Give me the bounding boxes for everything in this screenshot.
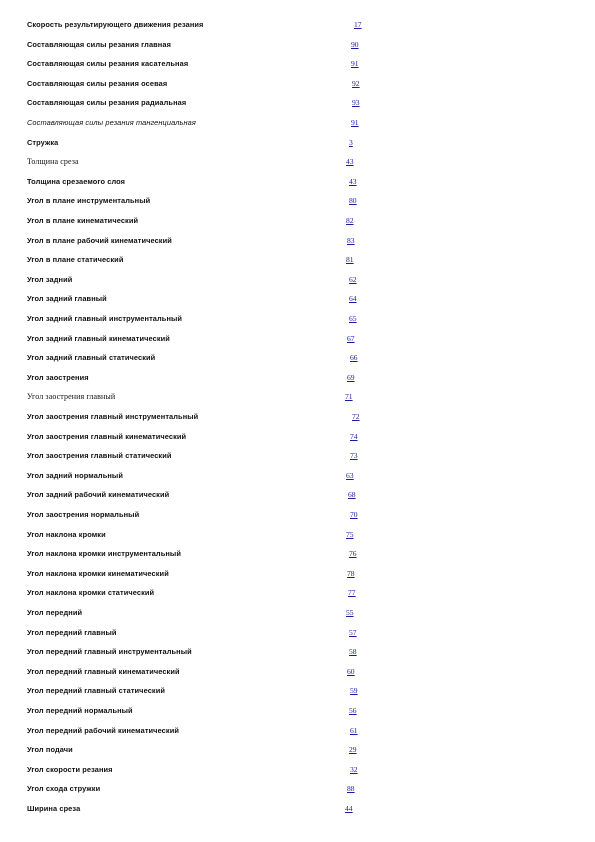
page-number-link[interactable]: 77 bbox=[348, 588, 356, 598]
index-entry bbox=[0, 332, 595, 346]
page-number-link[interactable]: 44 bbox=[345, 804, 353, 813]
index-term: Стружка bbox=[27, 137, 59, 147]
index-term: Угол передний bbox=[27, 608, 83, 617]
index-entry bbox=[0, 234, 595, 248]
page-number-link[interactable]: 56 bbox=[349, 706, 357, 715]
index-entry bbox=[0, 253, 595, 267]
index-term: Составляющая силы резания тангенциальная bbox=[27, 118, 196, 127]
index-entry bbox=[0, 645, 595, 659]
page-number-link[interactable]: 65 bbox=[349, 314, 357, 323]
index-entry bbox=[0, 390, 595, 404]
page-number-link[interactable]: 32 bbox=[350, 764, 358, 774]
index-term: Угол заострения главный кинематический bbox=[27, 431, 187, 441]
index-term: Угол задний рабочий кинематический bbox=[27, 490, 170, 500]
index-entry bbox=[0, 292, 595, 306]
page-number-link[interactable]: 71 bbox=[345, 392, 353, 402]
index-term: Угол схода стружки bbox=[27, 784, 101, 794]
index-entry bbox=[0, 175, 595, 189]
index-term: Угол передний главный кинематический bbox=[27, 666, 180, 676]
index-entry bbox=[0, 96, 595, 110]
index-entry bbox=[0, 508, 595, 522]
page-number-link[interactable]: 29 bbox=[349, 745, 357, 755]
index-term: Угол наклона кромки инструментальный bbox=[27, 549, 181, 559]
index-term: Составляющая силы резания осевая bbox=[27, 78, 168, 88]
page-number-link[interactable]: 67 bbox=[347, 333, 355, 343]
index-term: Угол в плане статический bbox=[27, 255, 124, 265]
page-number-link[interactable]: 72 bbox=[352, 412, 360, 421]
index-term: Ширина среза bbox=[27, 804, 81, 813]
index-term: Угол задний bbox=[27, 274, 73, 284]
index-term: Угол в плане рабочий кинематический bbox=[27, 235, 172, 245]
index-entry bbox=[0, 116, 595, 130]
index-entry bbox=[0, 18, 595, 32]
page-number-link[interactable]: 92 bbox=[352, 78, 360, 88]
index-term: Угол задний главный статический bbox=[27, 353, 156, 363]
page-number-link[interactable]: 55 bbox=[346, 608, 354, 617]
page-number-link[interactable]: 83 bbox=[347, 235, 355, 245]
index-entry bbox=[0, 724, 595, 738]
index-term: Угол скорости резания bbox=[27, 764, 113, 774]
index-term: Угол передний главный статический bbox=[27, 686, 165, 696]
page-number-link[interactable]: 43 bbox=[346, 157, 354, 167]
index-term: Угол заострения главный статический bbox=[27, 451, 172, 461]
index-term: Угол наклона кромки bbox=[27, 529, 106, 539]
index-entry bbox=[0, 802, 595, 816]
index-term: Составляющая силы резания главная bbox=[27, 39, 171, 49]
page-number-link[interactable]: 62 bbox=[349, 274, 357, 284]
index-term: Угол наклона кромки кинематический bbox=[27, 568, 169, 578]
index-entry bbox=[0, 449, 595, 463]
index-entry bbox=[0, 194, 595, 208]
page-number-link[interactable]: 69 bbox=[347, 372, 355, 382]
page-number-link[interactable]: 82 bbox=[346, 216, 354, 225]
index-entry bbox=[0, 155, 595, 169]
index-entry bbox=[0, 743, 595, 757]
index-term: Угол заострения bbox=[27, 372, 89, 382]
page-number-link[interactable]: 3 bbox=[349, 137, 353, 147]
page-number-link[interactable]: 64 bbox=[349, 294, 357, 304]
page-number-link[interactable]: 78 bbox=[347, 568, 355, 578]
index-entry bbox=[0, 586, 595, 600]
page-number-link[interactable]: 17 bbox=[354, 20, 362, 29]
index-term: Составляющая силы резания касательная bbox=[27, 59, 189, 69]
page-number-link[interactable]: 43 bbox=[349, 176, 357, 186]
index-term: Угол передний рабочий кинематический bbox=[27, 725, 179, 735]
index-term: Угол заострения главный инструментальный bbox=[27, 412, 199, 421]
index-term: Угол наклона кромки статический bbox=[27, 588, 155, 598]
index-term: Угол в плане кинематический bbox=[27, 216, 139, 225]
index-term: Угол заострения главный bbox=[27, 392, 116, 402]
index-entry bbox=[0, 763, 595, 777]
index-entry bbox=[0, 665, 595, 679]
page-number-link[interactable]: 70 bbox=[350, 510, 358, 519]
index-term: Толщина срезаемого слоя bbox=[27, 176, 126, 186]
page-number-link[interactable]: 73 bbox=[350, 451, 358, 461]
index-term: Угол заострения нормальный bbox=[27, 510, 140, 519]
index-entry bbox=[0, 410, 595, 424]
page-number-link[interactable]: 75 bbox=[346, 529, 354, 539]
index-entry bbox=[0, 273, 595, 287]
index-term: Угол в плане инструментальный bbox=[27, 196, 151, 206]
page-number-link[interactable]: 59 bbox=[350, 686, 358, 696]
index-entry bbox=[0, 547, 595, 561]
page-number-link[interactable]: 88 bbox=[347, 784, 355, 794]
index-entry bbox=[0, 351, 595, 365]
page-number-link[interactable]: 57 bbox=[349, 627, 357, 637]
index-term: Угол задний нормальный bbox=[27, 470, 123, 480]
page-number-link[interactable]: 91 bbox=[351, 59, 359, 69]
page-number-link[interactable]: 91 bbox=[351, 118, 359, 127]
page-number-link[interactable]: 66 bbox=[350, 353, 358, 363]
index-entry bbox=[0, 57, 595, 71]
index-entry bbox=[0, 77, 595, 91]
index-term: Угол передний нормальный bbox=[27, 706, 133, 715]
index-term: Толщина среза bbox=[27, 157, 79, 167]
page-number-link[interactable]: 60 bbox=[347, 666, 355, 676]
index-term: Угол передний главный bbox=[27, 627, 117, 637]
page-number-link[interactable]: 61 bbox=[350, 725, 358, 735]
index-entry bbox=[0, 626, 595, 640]
index-entry bbox=[0, 684, 595, 698]
page-number-link[interactable]: 68 bbox=[348, 490, 356, 500]
index-term: Угол задний главный bbox=[27, 294, 107, 304]
index-entry bbox=[0, 528, 595, 542]
page-number-link[interactable]: 93 bbox=[352, 98, 360, 108]
index-entry bbox=[0, 567, 595, 581]
index-entry bbox=[0, 312, 595, 326]
index-entry bbox=[0, 704, 595, 718]
index-term: Угол подачи bbox=[27, 745, 73, 755]
index-entry bbox=[0, 136, 595, 150]
page-number-link[interactable]: 90 bbox=[351, 39, 359, 49]
index-entry bbox=[0, 430, 595, 444]
page-number-link[interactable]: 58 bbox=[349, 647, 357, 657]
index-term: Составляющая силы резания радиальная bbox=[27, 98, 187, 108]
page-number-link[interactable]: 76 bbox=[349, 549, 357, 559]
index-entry bbox=[0, 371, 595, 385]
page-number-link[interactable]: 80 bbox=[349, 196, 357, 206]
page-number-link[interactable]: 81 bbox=[346, 255, 354, 265]
page-number-link[interactable]: 63 bbox=[346, 470, 354, 480]
index-term: Угол задний главный кинематический bbox=[27, 333, 170, 343]
index-entry bbox=[0, 606, 595, 620]
index-entry bbox=[0, 782, 595, 796]
index-term: Угол передний главный инструментальный bbox=[27, 647, 192, 657]
page-number-link[interactable]: 74 bbox=[350, 431, 358, 441]
index-entry bbox=[0, 488, 595, 502]
index-term: Скорость результирующего движения резания bbox=[27, 20, 204, 29]
index-term: Угол задний главный инструментальный bbox=[27, 314, 183, 323]
index-entry bbox=[0, 38, 595, 52]
index-entry bbox=[0, 214, 595, 228]
index-entry bbox=[0, 469, 595, 483]
